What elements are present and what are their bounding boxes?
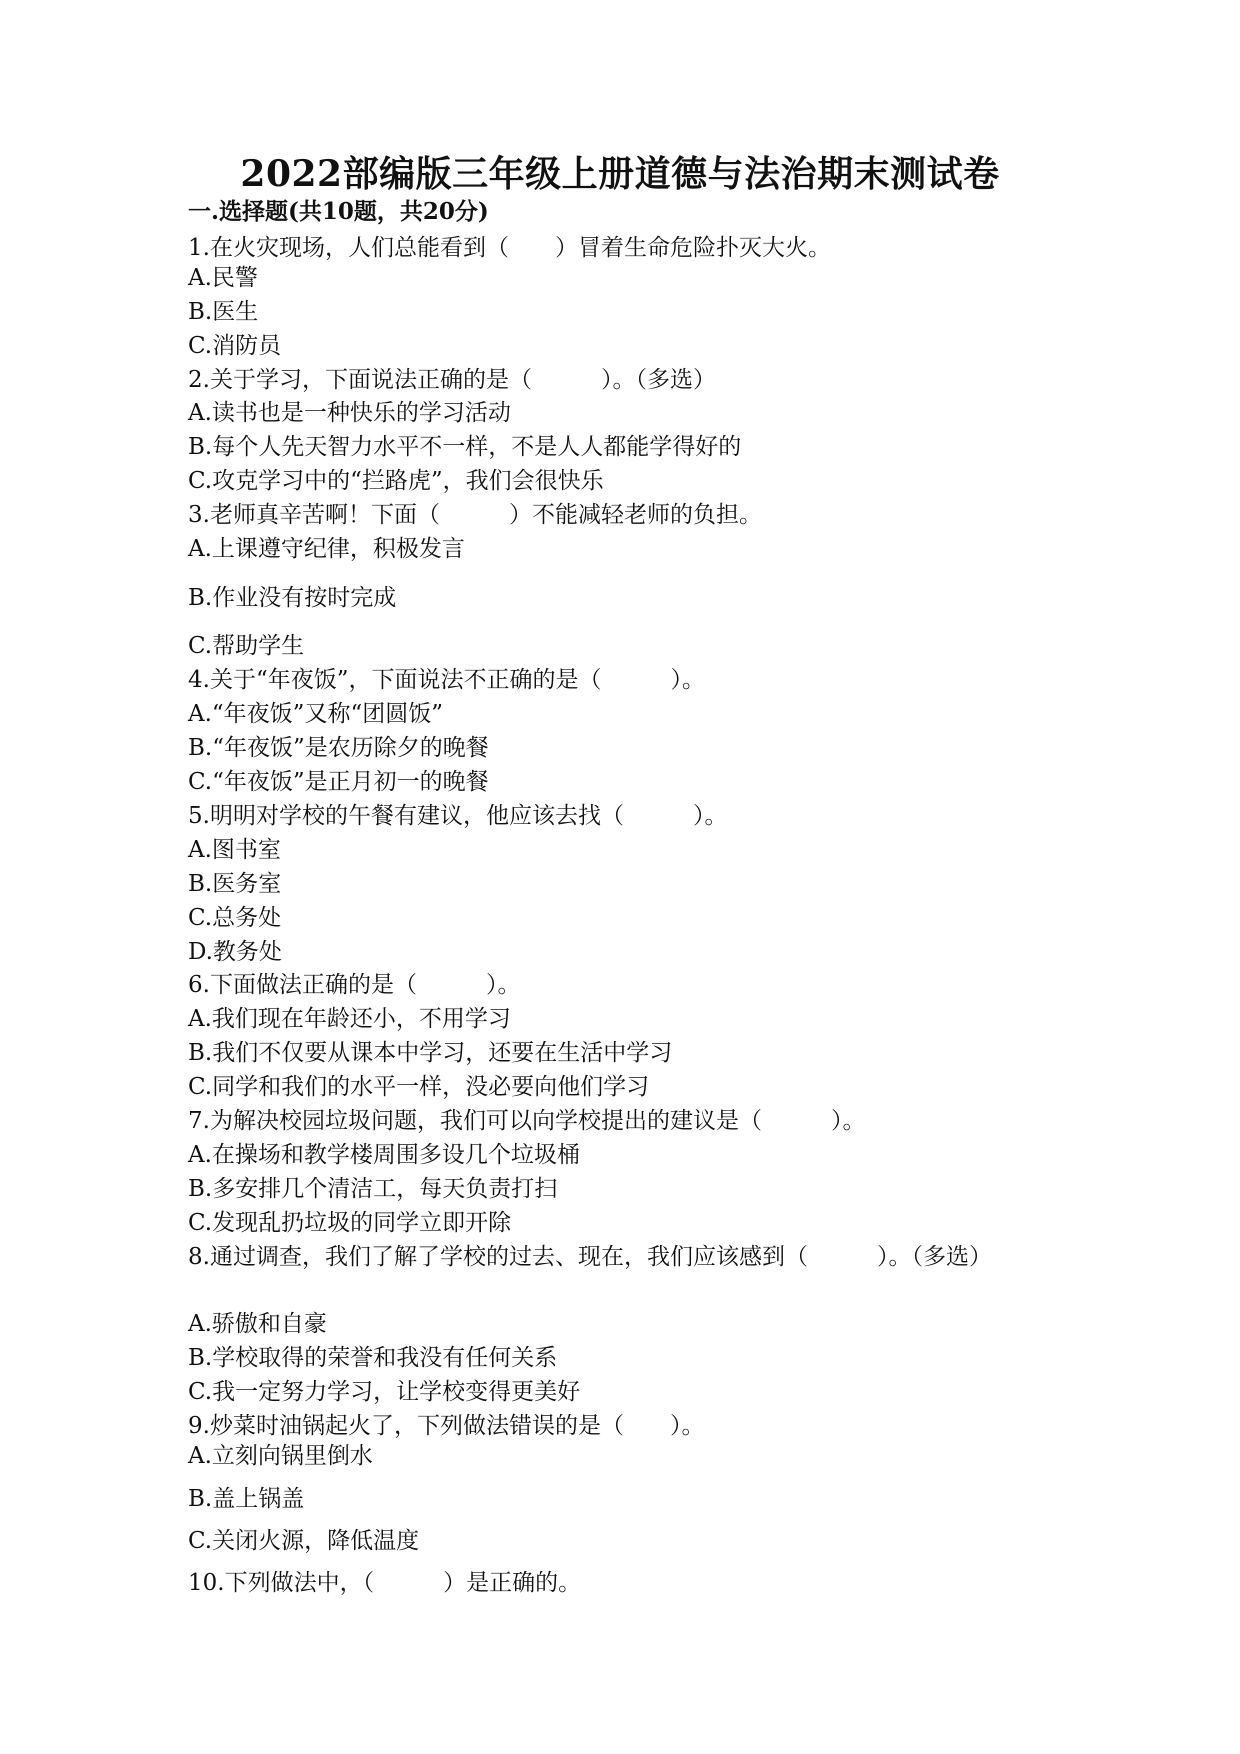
option-7c: C.发现乱扔垃圾的同学立即开除 [188,1210,512,1236]
option-1b: B.医生 [188,299,259,325]
option-6a: A.我们现在年龄还小，不用学习 [188,1006,511,1032]
option-9a: A.立刻向锅里倒水 [188,1443,373,1469]
question-6: 6.下面做法正确的是（ ）。 [188,972,521,998]
option-5a: A.图书室 [188,837,281,863]
page-title: 2022部编版三年级上册道德与法治期末测试卷 [240,153,1000,195]
option-1c: C.消防员 [188,333,282,359]
option-2a: A.读书也是一种快乐的学习活动 [188,400,511,426]
question-3: 3.老师真辛苦啊！下面（ ）不能减轻老师的负担。 [188,502,762,528]
question-1: 1.在火灾现场，人们总能看到（ ）冒着生命危险扑灭大火。 [188,235,831,261]
question-2: 2.关于学习，下面说法正确的是（ ）。（多选） [188,367,716,393]
option-2b: B.每个人先天智力水平不一样，不是人人都能学得好的 [188,434,742,460]
question-10: 10.下列做法中，（ ）是正确的。 [188,1570,582,1596]
option-9b: B.盖上锅盖 [188,1486,305,1512]
option-2c: C.攻克学习中的“拦路虎”，我们会很快乐 [188,468,604,494]
question-7: 7.为解决校园垃圾问题，我们可以向学校提出的建议是（ ）。 [188,1108,866,1134]
question-9: 9.炒菜时油锅起火了，下列做法错误的是（ ）。 [188,1413,705,1439]
question-8: 8.通过调查，我们了解了学校的过去、现在，我们应该感到（ ）。（多选） [188,1244,992,1270]
option-7a: A.在操场和教学楼周围多设几个垃圾桶 [188,1142,580,1168]
option-6c: C.同学和我们的水平一样，没必要向他们学习 [188,1074,650,1100]
option-5d: D.教务处 [188,939,282,965]
option-9c: C.关闭火源，降低温度 [188,1528,420,1554]
option-8c: C.我一定努力学习，让学校变得更美好 [188,1379,581,1405]
option-5b: B.医务室 [188,871,282,897]
option-4c: C.“年夜饭”是正月初一的晚餐 [188,769,489,795]
option-7b: B.多安排几个清洁工，每天负责打扫 [188,1176,558,1202]
option-3c: C.帮助学生 [188,633,305,659]
option-4b: B.“年夜饭”是农历除夕的晚餐 [188,735,489,761]
option-3b: B.作业没有按时完成 [188,585,397,611]
option-6b: B.我们不仅要从课本中学习，还要在生活中学习 [188,1040,673,1066]
question-5: 5.明明对学校的午餐有建议，他应该去找（ ）。 [188,803,728,829]
option-3a: A.上课遵守纪律，积极发言 [188,536,465,562]
option-5c: C.总务处 [188,905,282,931]
option-8a: A.骄傲和自豪 [188,1311,327,1337]
option-1a: A.民警 [188,265,258,291]
section-heading: 一.选择题(共10题，共20分) [188,198,489,225]
option-4a: A.“年夜饭”又称“团圆饭” [188,701,443,727]
question-4: 4.关于“年夜饭”，下面说法不正确的是（ ）。 [188,667,705,693]
option-8b: B.学校取得的荣誉和我没有任何关系 [188,1345,558,1371]
